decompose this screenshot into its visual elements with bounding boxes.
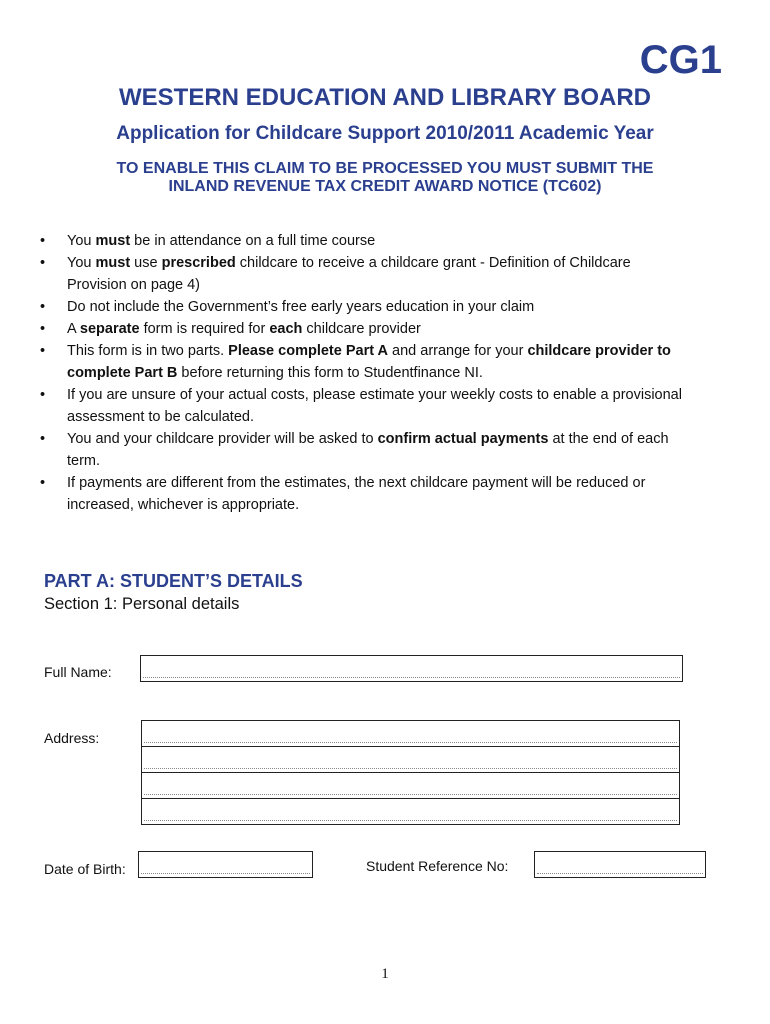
instruction-text: You <box>67 233 96 249</box>
instruction-emphasis: childcare provider to <box>527 343 671 359</box>
instruction-emphasis: must <box>95 233 131 249</box>
student-reference-field[interactable] <box>534 851 706 878</box>
address-label: Address: <box>44 730 100 746</box>
notice-line-1: TO ENABLE THIS CLAIM TO BE PROCESSED YOU MUST SUBMIT THE <box>116 160 654 177</box>
bullet-icon: • <box>40 255 46 271</box>
instruction-list <box>40 230 740 516</box>
bullet-icon: • <box>40 387 46 403</box>
instruction-item <box>40 252 740 296</box>
bullet-icon: • <box>40 321 46 337</box>
board-title: WESTERN EDUCATION AND LIBRARY BOARD <box>119 84 651 111</box>
address-line-2-field[interactable] <box>141 746 680 773</box>
instruction-text: before returning this form to Studentfinance NI. <box>177 365 483 381</box>
part-a-heading: PART A: STUDENT’S DETAILS <box>44 571 303 591</box>
bullet-icon: • <box>40 475 46 491</box>
instruction-text: This form is in two parts. <box>67 343 229 359</box>
instruction-emphasis: separate <box>79 321 140 337</box>
instruction-item <box>40 296 740 318</box>
full-name-field[interactable] <box>140 655 683 682</box>
bullet-icon: • <box>40 343 46 359</box>
form-code: CG1 <box>639 38 722 82</box>
instruction-item <box>40 230 740 252</box>
instruction-emphasis: complete Part B <box>67 365 178 381</box>
date-of-birth-field[interactable] <box>138 851 313 878</box>
instruction-text: If payments are different from the estimates, the next childcare payment will be reduced or <box>67 475 646 491</box>
instruction-item <box>40 384 740 428</box>
student-reference-label: Student Reference No: <box>366 858 509 874</box>
bullet-icon: • <box>40 233 46 249</box>
bullet-icon: • <box>40 299 46 315</box>
address-line-1-field[interactable] <box>141 720 680 747</box>
instruction-text: Provision on page 4) <box>67 277 200 293</box>
instruction-emphasis: each <box>269 321 303 337</box>
instruction-text: assessment to be calculated. <box>67 409 254 425</box>
instruction-item <box>40 428 740 472</box>
instruction-item <box>40 340 740 384</box>
full-name-label: Full Name: <box>44 664 112 680</box>
instruction-text: be in attendance on a full time course <box>130 233 376 249</box>
instruction-emphasis: must <box>95 255 131 271</box>
instruction-text: childcare to receive a childcare grant - Definition of Childcare <box>235 255 631 271</box>
instruction-text: and arrange for your <box>388 343 528 359</box>
instruction-item <box>40 472 740 516</box>
instruction-text: childcare provider <box>302 321 421 337</box>
date-of-birth-label: Date of Birth: <box>44 861 126 877</box>
notice-line-2: INLAND REVENUE TAX CREDIT AWARD NOTICE (TC602) <box>168 178 602 195</box>
instruction-text: You <box>67 255 96 271</box>
application-title: Application for Childcare Support 2010/2011 Academic Year <box>116 123 654 144</box>
instruction-text: Do not include the Government’s free early years education in your claim <box>67 299 535 315</box>
instruction-text: increased, whichever is appropriate. <box>67 497 300 513</box>
instruction-text: form is required for <box>139 321 270 337</box>
address-line-3-field[interactable] <box>141 772 680 799</box>
page-number: 1 <box>381 966 389 982</box>
bullet-icon: • <box>40 431 46 447</box>
tax-credit-notice <box>0 160 770 196</box>
instruction-emphasis: Please complete Part A <box>228 343 388 359</box>
instruction-text: You and your childcare provider will be asked to <box>67 431 378 447</box>
instruction-text: If you are unsure of your actual costs, please estimate your weekly costs to enable a provisional <box>67 387 682 403</box>
instruction-text: term. <box>67 453 101 469</box>
instruction-item <box>40 318 740 340</box>
instruction-text: at the end of each <box>548 431 669 447</box>
instruction-text: use <box>130 255 162 271</box>
instruction-text: A <box>67 321 80 337</box>
address-line-4-field[interactable] <box>141 798 680 825</box>
section-1-heading: Section 1: Personal details <box>44 595 240 613</box>
instruction-emphasis: prescribed <box>161 255 236 271</box>
instruction-emphasis: confirm actual payments <box>377 431 549 447</box>
